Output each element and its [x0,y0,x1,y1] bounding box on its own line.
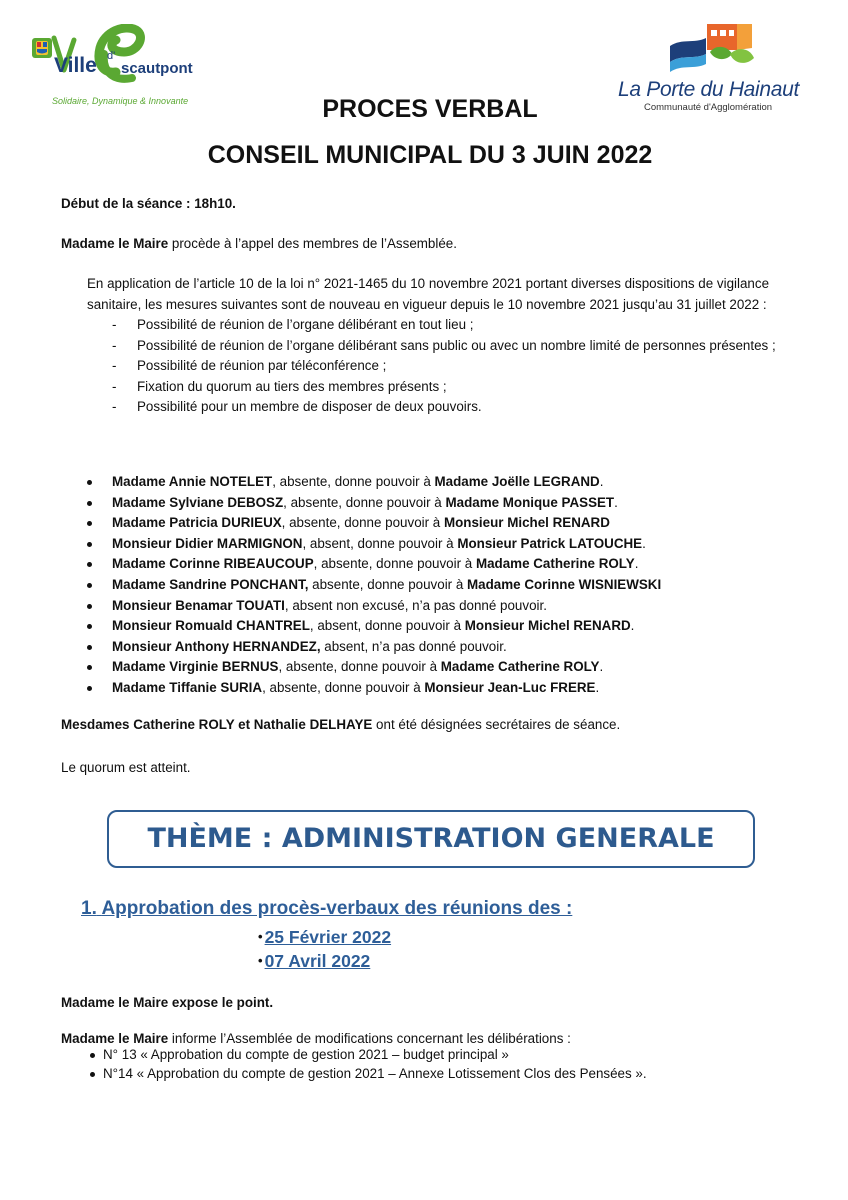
absent-member: Madame Patricia DURIEUX [112,515,282,531]
absence-end: . [599,659,604,675]
theme-title: THÈME : ADMINISTRATION GENERALE [147,823,715,854]
logo-scautpont-text: scautpont [121,60,193,77]
measure-text: Possibilité pour un membre de disposer de deux pouvoirs. [137,399,482,414]
absence-text: , absent, donne pouvoir à [302,535,458,551]
roll-call-paragraph [61,234,808,254]
bullet-dot: • [258,953,263,968]
section-number: 1. [81,898,97,919]
absence-end: . [634,556,639,572]
absence-item [87,657,661,678]
absent-member: Monsieur Anthony HERNANDEZ, [112,638,321,654]
mayor-exposes-point: Madame le Maire expose le point. [61,995,274,1010]
proxy-member: Monsieur Jean-Luc FRERE [424,679,596,695]
meeting-date-item [258,951,370,972]
bullet-dot [87,542,92,547]
absence-item [87,637,661,658]
absence-text: absente, donne pouvoir à [308,576,468,592]
roll-call-text: procède à l’appel des membres de l’Assemblée. [168,236,457,251]
dash-marker: - [112,378,117,394]
absence-item [87,678,661,699]
absence-end: . [630,618,635,634]
bullet-dot [87,562,92,567]
absence-text: , absente, donne pouvoir à [283,494,446,510]
porte-du-hainaut-emblem [612,18,822,78]
absence-end: . [614,494,618,510]
sanitary-measures-list [87,315,797,418]
logo-ville-text: Ville [54,54,97,77]
absence-text: , absent non excusé, n’a pas donné pouvoir. [284,597,547,613]
bullet-dot [87,686,92,691]
list-item [87,356,797,377]
session-start: Début de la séance : 18h10. [61,196,236,211]
list-item [87,377,797,398]
logo-tagline: Solidaire, Dynamique & Innovante [52,96,189,106]
absence-end: . [642,535,646,551]
meeting-date-item [258,927,391,948]
proxy-member: Monsieur Michel RENARD [464,618,631,634]
measure-text: Fixation du quorum au tiers des membres présents ; [137,378,447,394]
deliberation-modifications-list [90,1046,647,1083]
absence-item [87,575,661,596]
absence-item [87,554,661,575]
document-title: PROCES VERBAL [322,95,538,123]
absence-item [87,616,661,637]
dash-marker: - [112,358,117,373]
logo-d-text: d' [107,50,116,62]
modification-text: N°14 « Approbation du compte de gestion 2021 – Annexe Lotissement Clos des Pensées ». [103,1065,647,1081]
informs-text: informe l’Assemblée de modifications concernant les délibérations : [168,1031,571,1046]
theme-banner [107,810,755,868]
absent-member: Madame Sandrine PONCHANT, [112,576,309,592]
absent-member: Monsieur Benamar TOUATI [112,597,285,613]
absent-member: Madame Annie NOTELET [112,474,273,489]
bullet-dot [87,480,92,485]
list-item [87,336,797,357]
sanitary-measures-intro: En application de l’article 10 de la loi n° 2021-1465 du 10 novembre 2021 portant diverses dispositions de vigilance sanitaire, les mesures suivantes sont de nouveau en vigueur depuis le 10 novembre 2021 jusqu’au 31 juillet 2022 : [87,276,770,312]
absences-list [87,472,661,699]
absence-text: , absente, donne pouvoir à [272,474,435,489]
absence-item [87,596,661,617]
bullet-dot [87,645,92,650]
secretaries-text: ont été désignées secrétaires de séance. [372,717,621,732]
absent-member: Madame Corinne RIBEAUCOUP [112,556,314,572]
bullet-dot [87,604,92,609]
list-item [90,1065,647,1084]
dash-marker: - [112,317,117,332]
list-item [87,397,797,418]
bullet-dot [87,665,92,670]
dash-marker: - [112,337,117,353]
porte-du-hainaut-brand: La Porte du Hainaut [618,78,800,101]
absence-item [87,472,661,493]
absence-text: , absente, donne pouvoir à [313,556,476,572]
section-heading [81,898,572,920]
measure-text: Possibilité de réunion de l’organe délibérant sans public ou avec un nombre limité de personnes présentes ; [137,337,776,353]
dash-marker: - [112,399,117,414]
absent-member: Madame Sylviane DEBOSZ [112,494,284,510]
absence-text: , absent, donne pouvoir à [309,618,465,634]
quorum-statement: Le quorum est atteint. [61,760,191,775]
modification-text: N° 13 « Approbation du compte de gestion 2021 – budget principal » [103,1047,509,1062]
absence-end: . [599,474,604,489]
document-subtitle: CONSEIL MUNICIPAL DU 3 JUIN 2022 [207,141,653,169]
meeting-date: 07 Avril 2022 [264,951,371,971]
absence-text: , absente, donne pouvoir à [278,659,441,675]
absence-text: absent, n’a pas donné pouvoir. [320,638,507,654]
bullet-dot [87,501,92,506]
absent-member: Monsieur Romuald CHANTREL [112,618,310,634]
absence-item [87,534,661,555]
absence-text: , absente, donne pouvoir à [262,679,425,695]
sanitary-measures-section [87,274,797,418]
proxy-member: Madame Corinne WISNIEWSKI [467,576,662,592]
proxy-member: Monsieur Michel RENARD [443,515,610,531]
roll-call-subject: Madame le Maire [61,236,169,251]
bullet-dot [87,624,92,629]
measure-text: Possibilité de réunion de l’organe délibérant en tout lieu ; [137,317,474,332]
proxy-member: Madame Catherine ROLY [475,556,635,572]
section-title: Approbation des procès-verbaux des réunions des : [101,898,573,919]
absences-section [87,472,661,699]
bullet-dot: • [258,929,263,944]
proxy-member: Madame Joëlle LEGRAND [434,474,600,489]
bullet-dot [90,1053,95,1058]
secretaries-paragraph [61,715,808,735]
absence-end: . [595,679,600,695]
proxy-member: Madame Catherine ROLY [440,659,600,675]
list-item [87,315,797,336]
meeting-date: 25 Février 2022 [264,927,392,947]
proxy-member: Monsieur Patrick LATOUCHE [457,535,643,551]
bullet-dot [87,521,92,526]
absent-member: Monsieur Didier MARMIGNON [112,535,303,551]
informs-subject: Madame le Maire [61,1031,169,1046]
bullet-dot [90,1072,95,1077]
measure-text: Possibilité de réunion par téléconférence ; [137,358,387,373]
porte-du-hainaut-subtitle: Communauté d'Agglomération [644,102,773,113]
absent-member: Madame Tiffanie SURIA [112,679,263,695]
absence-item [87,513,661,534]
absence-item [87,493,661,514]
bullet-dot [87,583,92,588]
absence-text: , absente, donne pouvoir à [281,515,444,531]
absent-member: Madame Virginie BERNUS [112,659,279,675]
secretaries-names: Mesdames Catherine ROLY et Nathalie DELHAYE [61,717,373,732]
list-item [90,1046,647,1065]
proxy-member: Madame Monique PASSET [445,494,615,510]
